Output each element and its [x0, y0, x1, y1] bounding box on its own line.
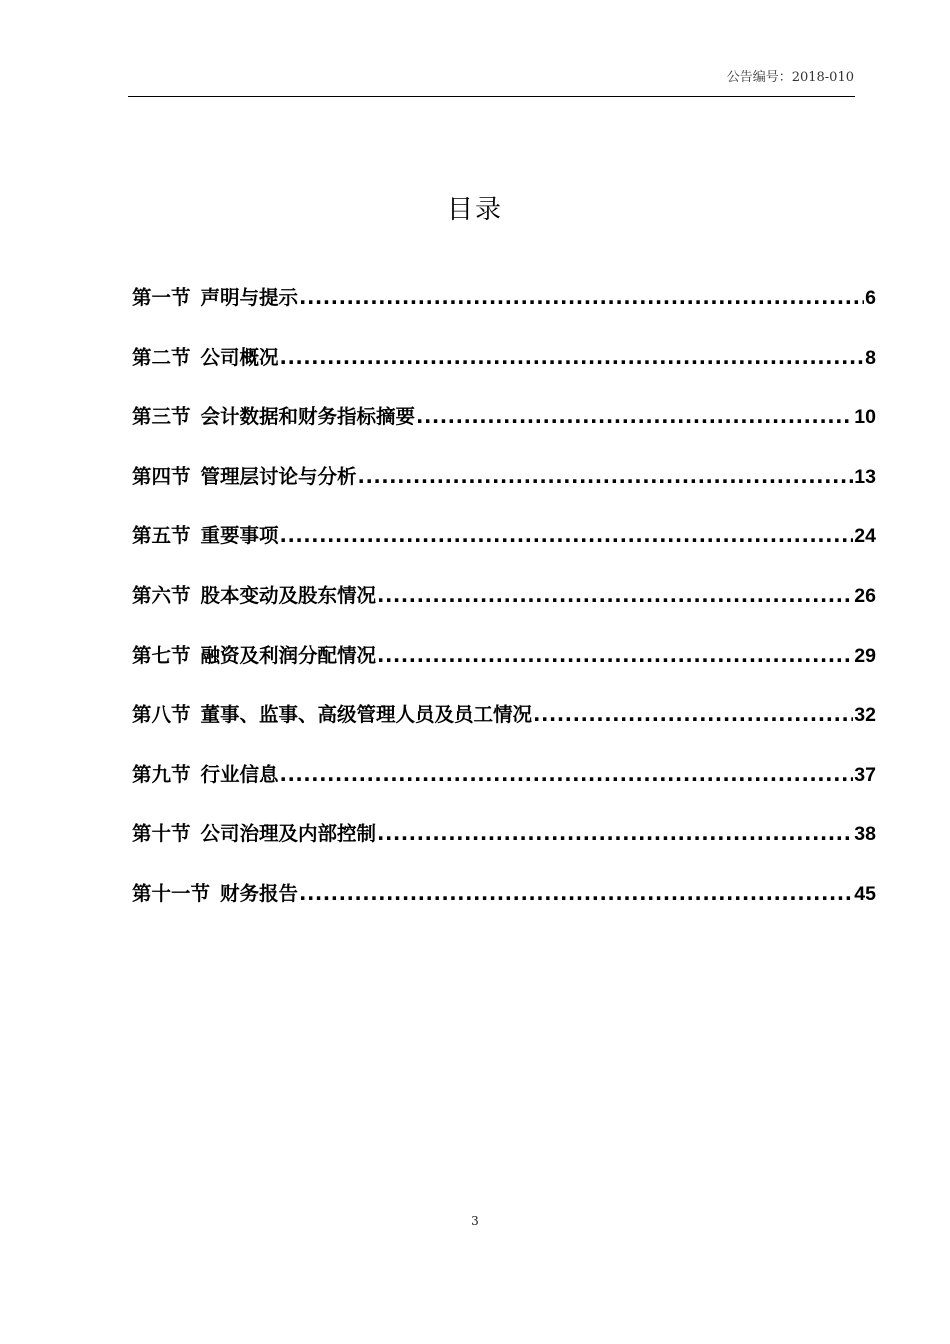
toc-page-number: 38 [854, 823, 876, 846]
toc-dot-leader [377, 584, 853, 607]
toc-entry-4[interactable] [132, 461, 876, 521]
toc-dot-leader [533, 703, 853, 726]
toc-page-number: 10 [854, 406, 876, 429]
table-of-contents [132, 282, 876, 938]
toc-entry-9[interactable] [132, 759, 876, 819]
toc-section-number: 第三节 [132, 405, 191, 429]
toc-page-number: 13 [854, 465, 876, 488]
toc-section-title: 会计数据和财务指标摘要 [200, 405, 416, 429]
toc-section-title: 融资及利润分配情况 [200, 643, 377, 667]
toc-entry-5[interactable] [132, 520, 876, 580]
toc-section-title: 管理层讨论与分析 [200, 464, 357, 488]
toc-section-title: 声明与提示 [200, 286, 299, 309]
toc-section-number: 第一节 [132, 286, 191, 309]
toc-entry-8[interactable] [132, 699, 876, 759]
toc-section-number: 第十一节 [132, 881, 211, 905]
toc-entry-10[interactable] [132, 818, 876, 878]
toc-section-number: 第九节 [132, 762, 191, 786]
toc-section-title: 公司概况 [200, 345, 279, 369]
toc-entry-6[interactable] [132, 580, 876, 640]
toc-entry-11[interactable] [132, 878, 876, 938]
page-number: 3 [471, 1214, 479, 1228]
toc-dot-leader [280, 524, 854, 547]
toc-page-number: 29 [854, 644, 876, 667]
toc-section-number: 第二节 [132, 345, 191, 369]
announcement-number: 公告编号：2018-010 [726, 70, 854, 85]
toc-dot-leader [377, 822, 853, 845]
toc-section-number: 第四节 [132, 464, 191, 488]
toc-page-number: 26 [854, 584, 876, 607]
toc-dot-leader [358, 465, 854, 488]
toc-section-number: 第八节 [132, 703, 191, 727]
toc-section-title: 财务报告 [220, 881, 299, 905]
toc-section-number: 第五节 [132, 524, 191, 548]
toc-section-title: 重要事项 [200, 524, 279, 548]
toc-entry-2[interactable] [132, 342, 876, 402]
toc-entry-7[interactable] [132, 640, 876, 700]
toc-section-number: 第六节 [132, 583, 191, 607]
toc-dot-leader [299, 286, 864, 309]
toc-dot-leader [280, 763, 854, 786]
toc-dot-leader [377, 644, 853, 667]
toc-page-number: 6 [865, 287, 876, 309]
toc-page-number: 32 [854, 704, 876, 727]
toc-section-number: 第七节 [132, 643, 191, 667]
toc-page-number: 45 [854, 882, 876, 905]
toc-section-number: 第十节 [132, 822, 191, 846]
toc-entry-3[interactable] [132, 401, 876, 461]
toc-dot-leader [280, 346, 865, 369]
toc-section-title: 董事、监事、高级管理人员及员工情况 [200, 703, 533, 727]
toc-section-title: 行业信息 [200, 762, 279, 786]
header-divider [128, 96, 855, 97]
toc-section-title: 公司治理及内部控制 [200, 822, 377, 846]
toc-page-number: 37 [854, 763, 876, 786]
toc-section-title: 股本变动及股东情况 [200, 583, 377, 607]
toc-dot-leader [416, 405, 853, 428]
toc-entry-1[interactable] [132, 282, 876, 342]
toc-page-number: 8 [865, 346, 876, 369]
toc-title: 目录 [446, 195, 503, 226]
toc-dot-leader [299, 882, 853, 905]
toc-page-number: 24 [854, 525, 876, 548]
